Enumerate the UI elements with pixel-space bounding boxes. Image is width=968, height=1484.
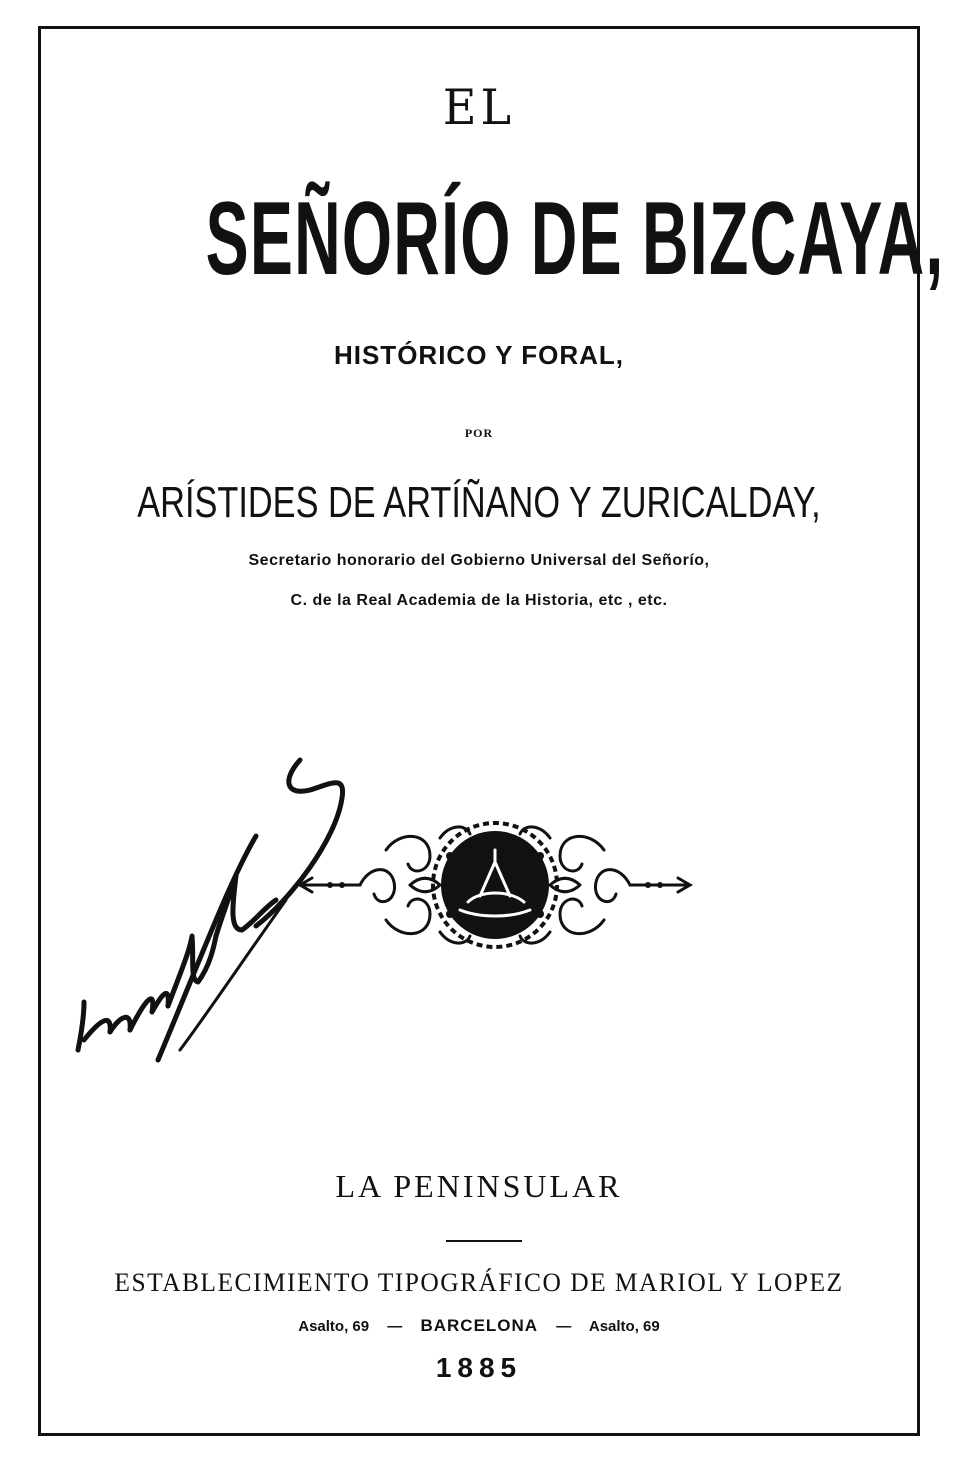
publisher-name: LA PENINSULAR xyxy=(335,1168,623,1204)
address-right: Asalto, 69 xyxy=(588,1318,660,1335)
publication-year: 1885 xyxy=(435,1352,523,1383)
address-left: Asalto, 69 xyxy=(298,1318,370,1335)
printer-name: ESTABLECIMIENTO TIPOGRÁFICO DE MARIOL Y LOPEZ xyxy=(114,1268,844,1297)
page-title: SEÑORÍO DE BIZCAYA, xyxy=(205,181,945,297)
byline-label: POR xyxy=(464,426,494,440)
author-name: ARÍSTIDES DE ARTÍÑANO Y ZURICALDAY, xyxy=(137,478,821,527)
printers-ornament-icon xyxy=(290,810,700,960)
page-subtitle: HISTÓRICO Y FORAL, xyxy=(333,340,625,370)
separator-rule xyxy=(446,1240,522,1242)
address-city: BARCELONA xyxy=(420,1316,539,1335)
printer-address: Asalto, 69 — BARCELONA — Asalto, 69 xyxy=(298,1316,660,1335)
author-role-line-2: C. de la Real Academia de la Historia, etc , etc. xyxy=(290,592,668,609)
title-article: EL xyxy=(442,78,516,136)
author-role-line-1: Secretario honorario del Gobierno Universal del Señorío, xyxy=(248,552,710,569)
